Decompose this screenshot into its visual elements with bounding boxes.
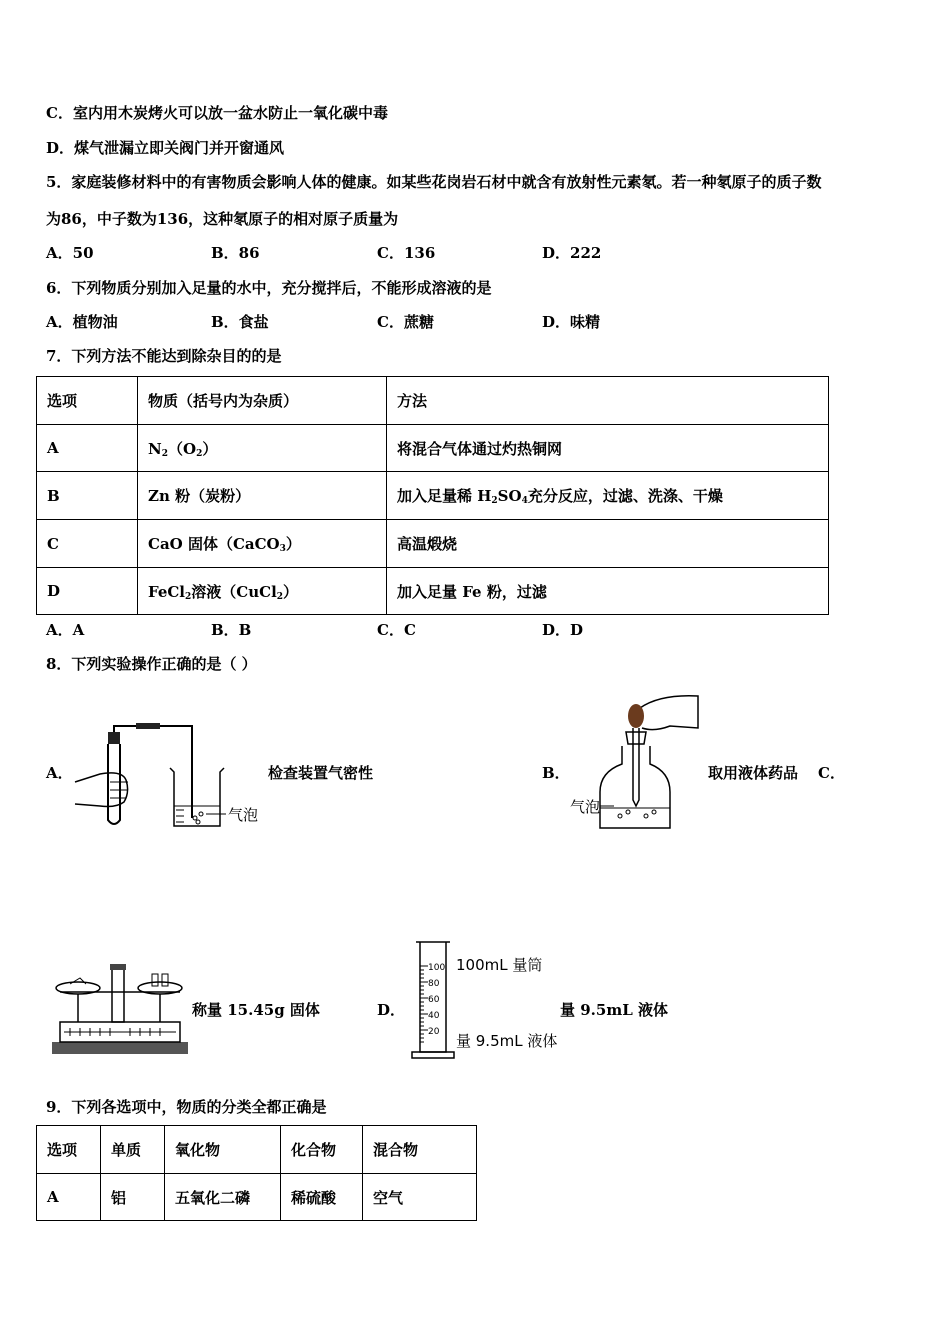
table-cell-substance: FeCl$_2$溶液（CuCl$_2$） — [138, 568, 387, 615]
q6-stem: 6．下列物质分别加入足量的水中，充分搅拌后，不能形成溶液的是 — [46, 279, 492, 297]
q8-option-a-text: 检查装置气密性 — [268, 764, 374, 782]
q8-d-figure-label-bottom: 量 9.5mL 液体 — [456, 1032, 558, 1050]
table-cell-substance: Zn 粉（炭粉） — [138, 472, 387, 520]
q5-option-a: A．50 — [46, 244, 94, 262]
table-cell: 铝 — [101, 1174, 165, 1221]
q7-stem: 7．下列方法不能达到除杂目的的是 — [46, 347, 282, 365]
table-header-cell: 方法 — [387, 377, 829, 425]
q8-b-figure-label: 气泡 — [570, 798, 601, 816]
table-cell-method: 高温煅烧 — [387, 520, 829, 568]
q8-stem: 8．下列实验操作正确的是（ ） — [46, 655, 257, 673]
table-cell-substance: $N_2(O_2)$ — [138, 425, 387, 472]
table-cell-option: B — [37, 472, 138, 520]
q6-option-a: A．植物油 — [46, 313, 118, 331]
balance-figure — [50, 962, 190, 1056]
q5-option-d: D．222 — [542, 244, 602, 262]
table-cell-method: 将混合气体通过灼热铜网 — [387, 425, 829, 472]
table-header-row — [37, 377, 829, 425]
table-row — [37, 568, 829, 615]
table-cell-option: C — [37, 520, 138, 568]
cylinder-tick-labels: 100 80 60 40 20 — [428, 963, 446, 1037]
q6-option-b: B．食盐 — [211, 313, 269, 331]
table-cell-option: D — [37, 568, 138, 615]
q8-a-figure-label: 气泡 — [228, 806, 259, 824]
table-cell: 稀硫酸 — [281, 1174, 363, 1221]
q4-option-c: C．室内用木炭烤火可以放一盆水防止一氧化碳中毒 — [46, 104, 388, 122]
table-cell-method: 加入足量 Fe 粉，过滤 — [387, 568, 829, 615]
q7-option-d: D．D — [542, 621, 584, 639]
q8-option-a-label: A． — [46, 764, 73, 782]
q6-option-c: C．蔗糖 — [377, 313, 434, 331]
q7-option-a: A．A — [46, 621, 85, 639]
table-header-cell: 化合物 — [281, 1126, 363, 1174]
table-header-cell: 选项 — [37, 377, 138, 425]
q8-option-b-text: 取用液体药品 — [708, 764, 799, 782]
table-row — [37, 472, 829, 520]
q7-table — [36, 376, 829, 615]
table-row — [37, 425, 829, 472]
table-cell-option: A — [37, 425, 138, 472]
table-header-row — [37, 1126, 477, 1174]
table-row — [37, 1174, 477, 1221]
table-header-cell: 混合物 — [363, 1126, 477, 1174]
q6-option-d: D．味精 — [542, 313, 601, 331]
q9-stem: 9．下列各选项中，物质的分类全都正确是 — [46, 1098, 327, 1116]
q8-option-d-text: 量 9.5mL 液体 — [560, 1001, 668, 1019]
q8-d-figure-label-top: 100mL 量筒 — [456, 956, 543, 974]
table-header-cell: 选项 — [37, 1126, 101, 1174]
table-cell-method: 加入足量稀 $H_2SO_4$充分反应，过滤、洗涤、干燥 — [387, 472, 829, 520]
q8-option-c-text: 称量 15.45g 固体 — [192, 1001, 320, 1019]
table-cell: 空气 — [363, 1174, 477, 1221]
q5-option-c: C．136 — [377, 244, 436, 262]
table-header-cell: 物质（括号内为杂质） — [138, 377, 387, 425]
q5-stem-line1: 5．家庭装修材料中的有害物质会影响人体的健康。如某些花岗岩石材中就含有放射性元素氡。若一种氡原子的质子数 — [46, 173, 822, 191]
q8-option-d-label: D． — [377, 1001, 406, 1019]
table-cell: A — [37, 1174, 101, 1221]
table-header-cell: 单质 — [101, 1126, 165, 1174]
table-cell-substance: CaO 固体（CaCO$_3$） — [138, 520, 387, 568]
table-cell: 五氧化二磷 — [165, 1174, 281, 1221]
q7-option-b: B．B — [211, 621, 252, 639]
q8-option-b-label: B． — [542, 764, 570, 782]
q8-option-c-label: C． — [818, 764, 845, 782]
q5-stem-line2: 为86，中子数为136，这种氡原子的相对原子质量为 — [46, 210, 399, 228]
q4-option-d: D．煤气泄漏立即关阀门并开窗通风 — [46, 139, 285, 157]
q5-option-b: B．86 — [211, 244, 260, 262]
table-row — [37, 520, 829, 568]
q7-option-c: C．C — [377, 621, 416, 639]
table-header-cell: 氧化物 — [165, 1126, 281, 1174]
q9-table — [36, 1125, 477, 1221]
